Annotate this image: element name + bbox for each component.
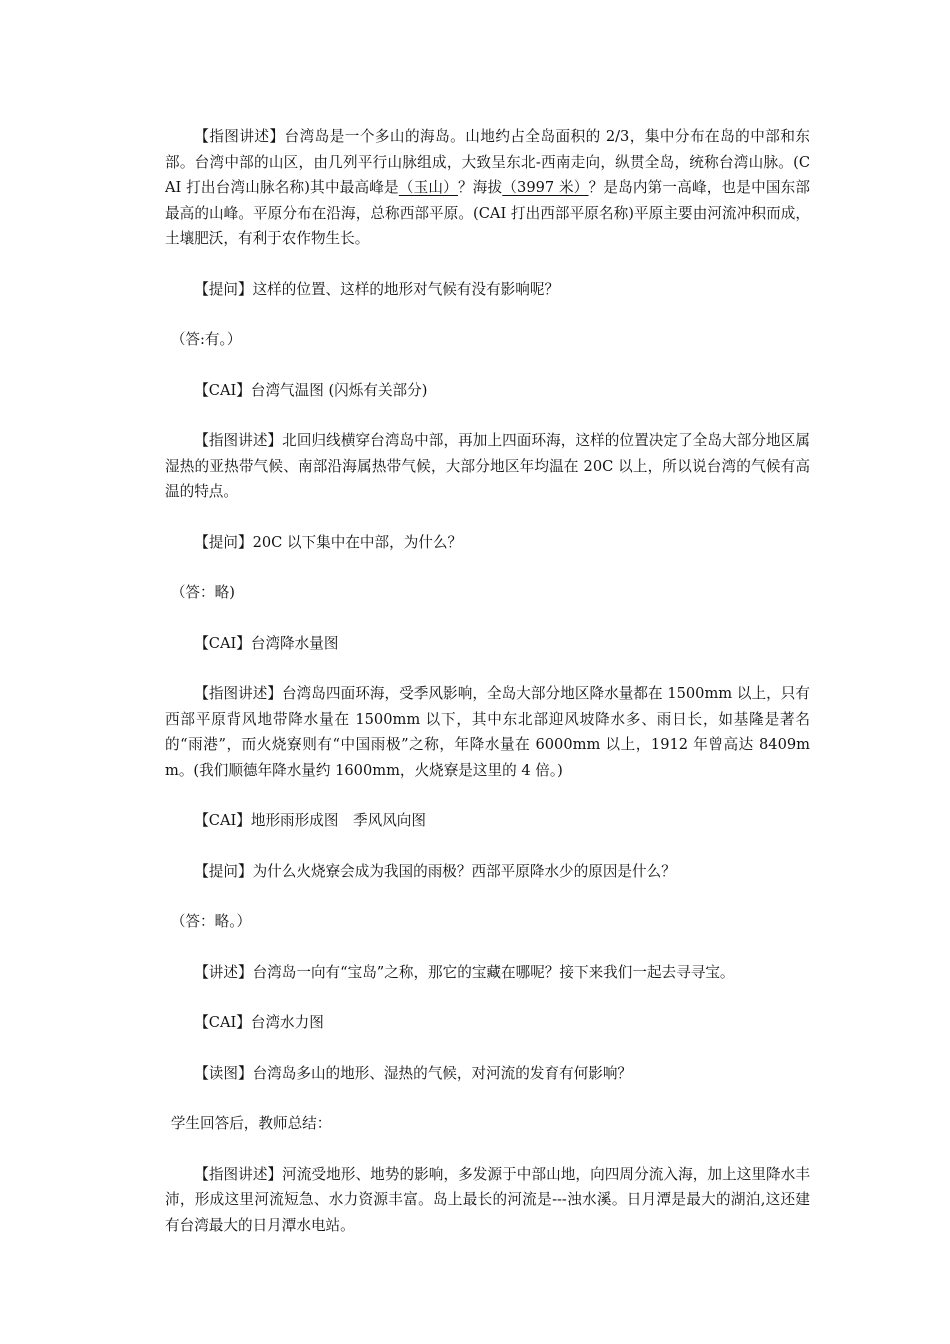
paragraph-treasure-island — [165, 960, 810, 986]
section-tag: 【讲述】 — [194, 963, 253, 981]
paragraph-cai-precipitation — [165, 631, 810, 657]
section-tag: 【指图讲述】 — [194, 1165, 283, 1183]
paragraph-text: 台湾岛多山的地形、湿热的气候，对河流的发育有何影响？ — [252, 1064, 633, 1082]
section-tag: 【指图讲述】 — [194, 432, 283, 449]
answer-altitude: （3997 米） — [502, 179, 589, 196]
paragraph-question-climate — [165, 277, 810, 303]
paragraph-text: 20C 以下集中在中部，为什么？ — [252, 533, 463, 551]
paragraph-answer — [165, 909, 810, 935]
section-tag: 【指图讲述】 — [194, 128, 285, 145]
paragraph-text: 为什么火烧寮会成为我国的雨极？西部平原降水少的原因是什么？ — [252, 862, 676, 880]
paragraph-text: 北回归线横穿台湾岛中部，再加上四面环海，这样的位置决定了全岛大部分地区属湿热的亚热带气候、南部沿海属热带气候，大部分地区年均温在 20C 以上，所以说台湾的气候有高温的特点。 — [165, 432, 810, 500]
section-tag: 【提问】 — [194, 280, 253, 298]
paragraph-text: （答：略) — [170, 584, 235, 601]
paragraph-terrain-explanation — [165, 124, 810, 252]
paragraph-river-explanation — [165, 1162, 810, 1239]
paragraph-read-map — [165, 1061, 810, 1087]
section-tag: 【CAI】 — [194, 812, 251, 829]
section-tag: 【指图讲述】 — [194, 685, 283, 702]
paragraph-text: 地形雨形成图 季风风向图 — [250, 812, 426, 829]
paragraph-text: 台湾岛一向有“宝岛”之称，那它的宝藏在哪呢？接下来我们一起去寻寻宝。 — [252, 963, 735, 981]
paragraph-cai-temperature — [165, 378, 810, 404]
section-tag: 【提问】 — [194, 862, 253, 880]
paragraph-teacher-summary-intro — [165, 1111, 810, 1137]
paragraph-precipitation-explanation — [165, 681, 810, 783]
paragraph-text: 台湾水力图 — [250, 1014, 324, 1031]
section-tag: 【读图】 — [194, 1064, 253, 1082]
paragraph-text: ？是岛内第一高峰，也是中国东部最高的山峰。平原分布在沿海，总称西部平原。(CAI 打出西部平原名称)平原主要由河流冲积而成，土壤肥沃，有利于农作物生长。 — [165, 179, 810, 247]
section-tag: 【CAI】 — [194, 1014, 251, 1031]
section-tag: 【提问】 — [194, 533, 253, 551]
paragraph-text: 学生回答后，教师总结： — [170, 1115, 332, 1132]
paragraph-text: ？海拔 — [457, 179, 503, 196]
answer-highest-peak: （玉山） — [398, 179, 458, 196]
paragraph-text: （答:有。） — [170, 331, 242, 348]
paragraph-answer — [165, 580, 810, 606]
paragraph-climate-explanation — [165, 428, 810, 505]
paragraph-text: 台湾降水量图 — [250, 634, 339, 652]
paragraph-question-rain-pole — [165, 859, 810, 885]
paragraph-question-temperature — [165, 530, 810, 556]
paragraph-text: 台湾岛是一个多山的海岛。山地约占全岛面积的 2/3，集中分布在岛的中部和东部。台湾中部的山区，由几列平行山脉组成，大致呈东北-西南走向，纵贯全岛，统称台湾山脉。(CAI 打出台湾山脉名称)其中最高峰是 — [165, 128, 810, 196]
paragraph-cai-hydropower — [165, 1010, 810, 1036]
paragraph-cai-rain-monsoon — [165, 808, 810, 834]
paragraph-text: 这样的位置、这样的地形对气候有没有影响呢？ — [252, 280, 560, 298]
paragraph-text: （答：略。） — [170, 913, 252, 930]
document-body — [165, 124, 810, 1263]
paragraph-text: 河流受地形、地势的影响，多发源于中部山地，向四周分流入海，加上这里降水丰沛，形成这里河流短急、水力资源丰富。岛上最长的河流是---浊水溪。日月潭是最大的湖泊,这还建有台湾最大的日月潭水电站。 — [165, 1165, 810, 1234]
paragraph-text: 台湾气温图 (闪烁有关部分) — [250, 381, 428, 399]
section-tag: 【CAI】 — [194, 381, 251, 399]
paragraph-answer — [165, 327, 810, 353]
section-tag: 【CAI】 — [194, 634, 251, 652]
paragraph-text: 台湾岛四面环海，受季风影响，全岛大部分地区降水量都在 1500mm 以上，只有西部平原背风地带降水量在 1500mm 以下，其中东北部迎风坡降水多、雨日长，如基隆是著名的“雨港”，而火烧寮则有“中国雨极”之称，年降水量在 6000mm 以上，1912 年曾高达 8409mm。(我们顺德年降水量约 1600mm，火烧寮是这里的 4 倍。) — [165, 685, 810, 779]
